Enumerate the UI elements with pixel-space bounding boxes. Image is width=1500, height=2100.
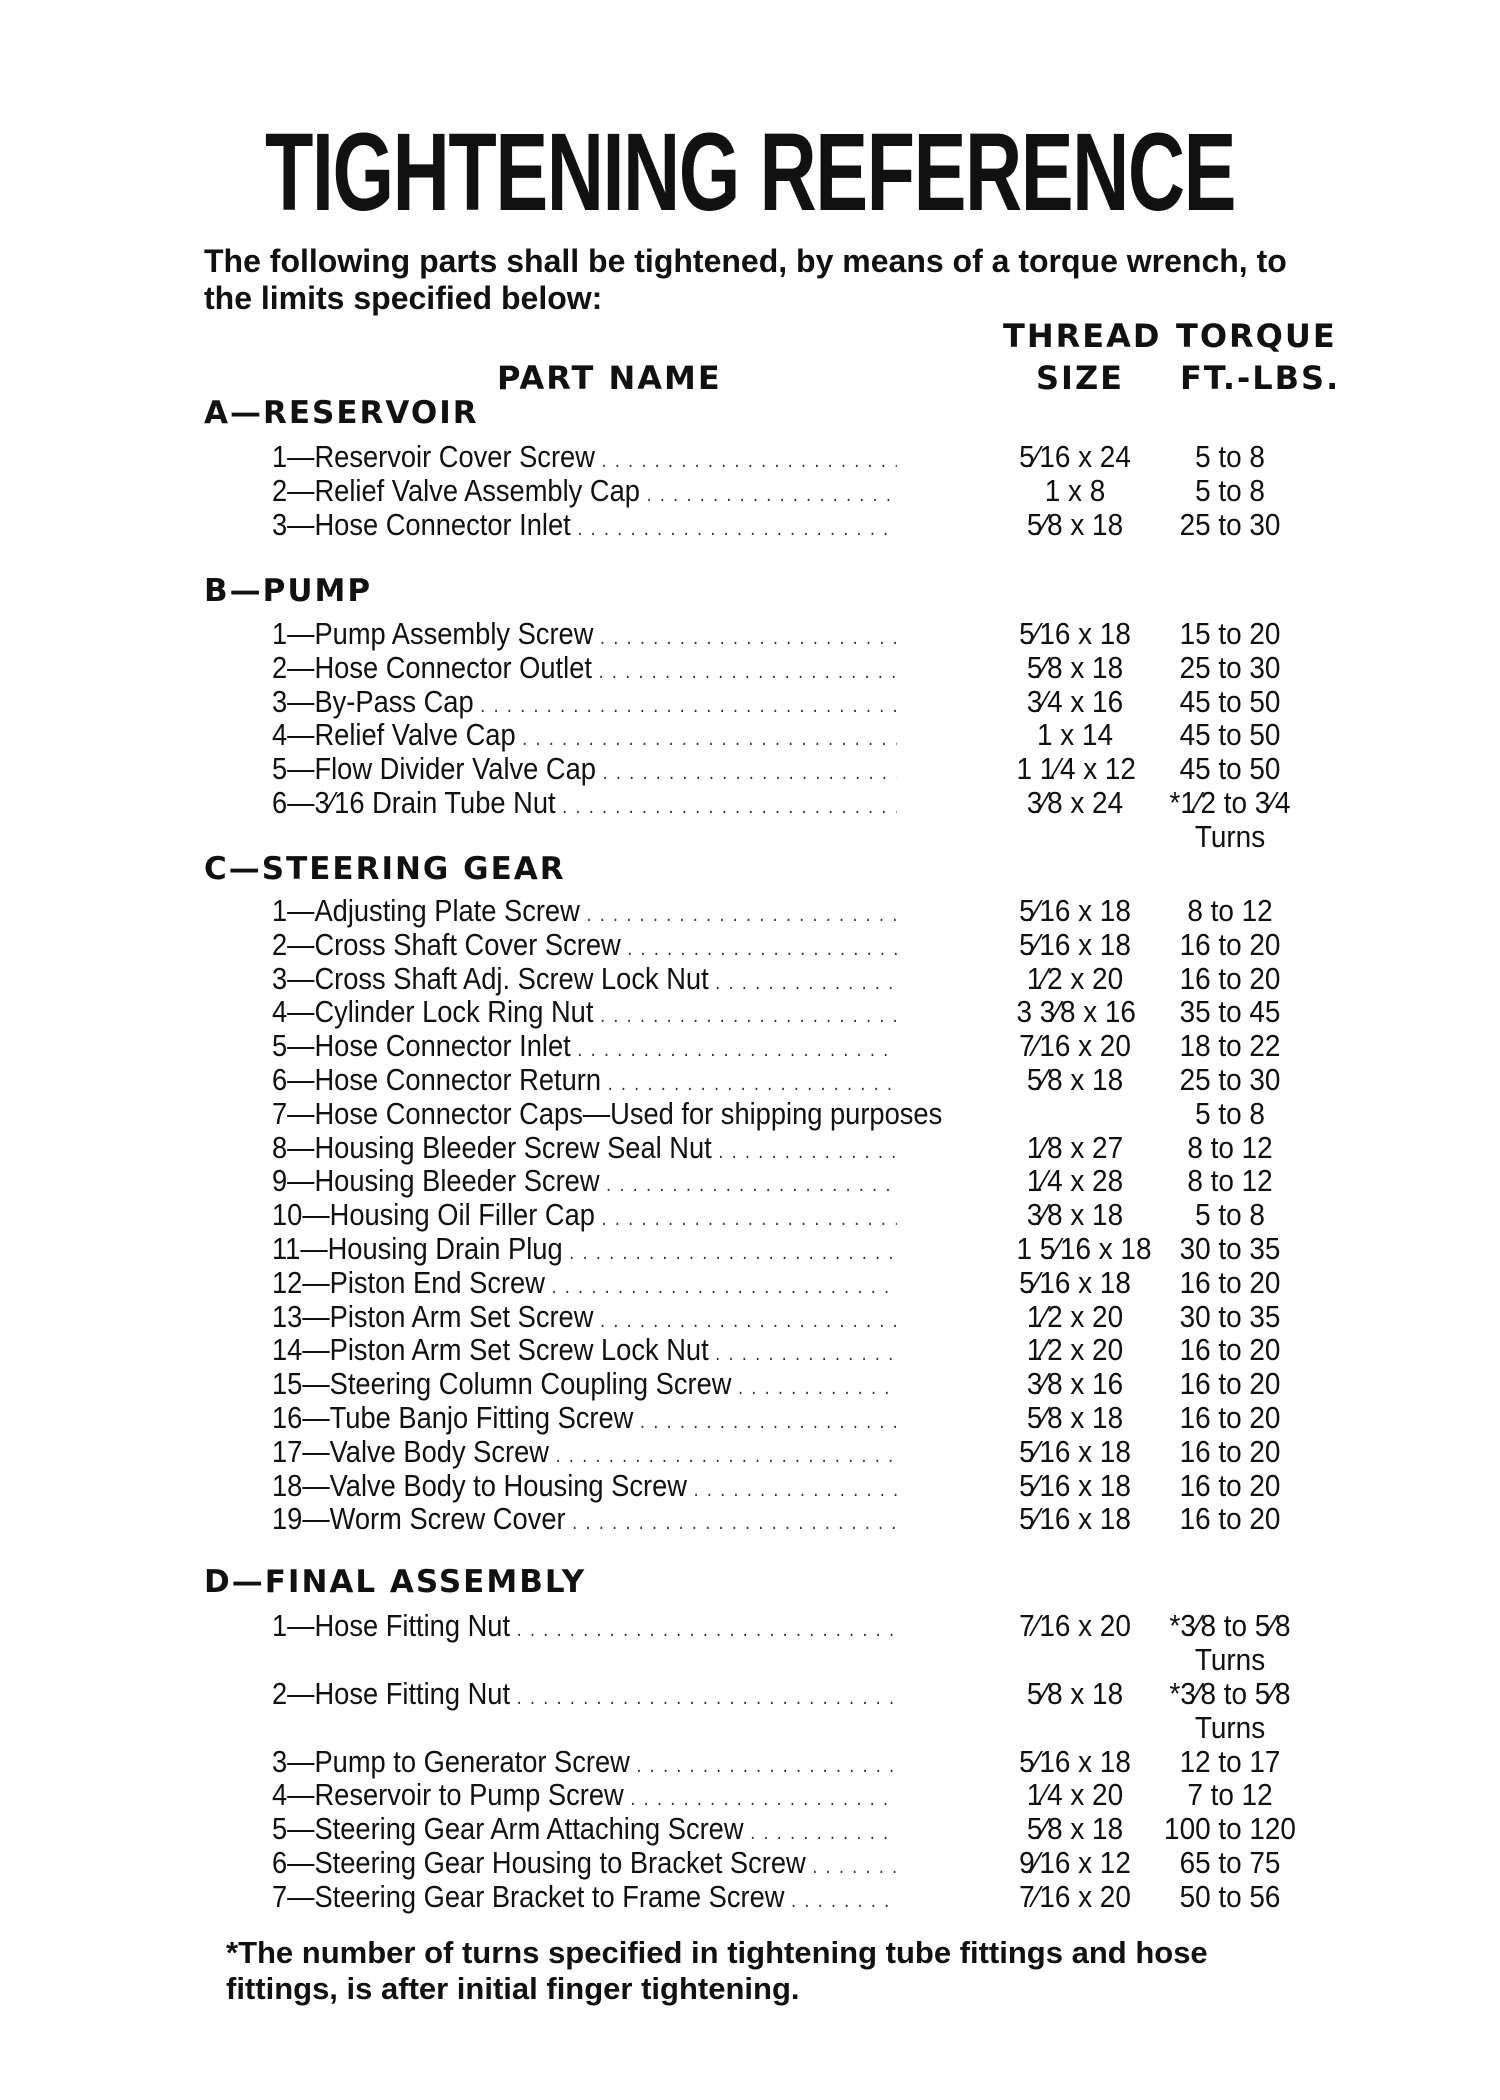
footnote: *The number of turns specified in tightening tube fittings and hose fittings, is after initial finger tightening. <box>226 1935 1208 2006</box>
part-name: 1—Adjusting Plate Screw . . . <box>272 894 897 932</box>
part-name: 17—Valve Body Screw . . . <box>272 1435 897 1473</box>
table-row <box>0 508 1500 542</box>
thread-size: 5⁄16 x 18 <box>1019 893 1131 928</box>
torque-unit-turns: Turns <box>1194 1709 1266 1745</box>
part-name: 2—Hose Fitting Nut . . . <box>272 1677 897 1715</box>
torque-value: 8 to 12 <box>1187 1163 1273 1199</box>
thread-header-line2: SIZE <box>1036 359 1125 397</box>
thread-size: 1⁄2 x 20 <box>1026 1332 1124 1368</box>
table-row <box>0 1131 1500 1165</box>
part-name: 3—By-Pass Cap . . . <box>272 685 897 723</box>
torque-value: 25 to 30 <box>1179 506 1281 542</box>
table-row <box>0 651 1500 685</box>
table-row <box>0 962 1500 996</box>
torque-value: 8 to 12 <box>1187 893 1273 928</box>
torque-value: *3⁄8 to 5⁄8 <box>1169 1608 1291 1643</box>
torque-value: 16 to 20 <box>1179 1467 1281 1503</box>
section-c-title: C—STEERING GEAR <box>204 851 566 887</box>
thread-size: 5⁄8 x 18 <box>1026 649 1124 685</box>
table-row <box>0 1164 1500 1198</box>
thread-size: 5⁄16 x 18 <box>1019 1264 1131 1300</box>
thread-size: 1 x 8 <box>1044 472 1106 508</box>
table-row <box>0 894 1500 928</box>
torque-value: 7 to 12 <box>1187 1777 1273 1813</box>
part-name: 3—Pump to Generator Screw . . . <box>272 1745 897 1783</box>
part-name: 4—Relief Valve Cap . . . <box>272 718 897 756</box>
thread-size: 3⁄4 x 16 <box>1026 683 1124 719</box>
thread-size: 1⁄8 x 27 <box>1026 1129 1124 1165</box>
thread-size: 7⁄16 x 20 <box>1019 1608 1131 1643</box>
intro-text: The following parts shall be tightened, by means of a torque wrench, to the limits specified below: <box>204 243 1287 316</box>
table-row <box>0 1232 1500 1266</box>
part-name: 15—Steering Column Coupling Screw . . . <box>272 1367 897 1405</box>
part-name: 4—Cylinder Lock Ring Nut . . . <box>272 995 897 1033</box>
torque-value: 16 to 20 <box>1179 1264 1281 1300</box>
torque-value: 5 to 8 <box>1195 439 1265 474</box>
thread-size: 1 x 14 <box>1036 717 1113 753</box>
torque-value: 16 to 20 <box>1179 1400 1281 1435</box>
table-row <box>0 1063 1500 1097</box>
torque-value: 45 to 50 <box>1179 717 1281 753</box>
part-name: 1—Reservoir Cover Screw . . . <box>272 440 897 478</box>
table-row <box>0 1846 1500 1880</box>
thread-size: 1⁄4 x 28 <box>1026 1163 1124 1199</box>
thread-size: 5⁄8 x 18 <box>1026 1675 1124 1711</box>
table-row <box>0 1778 1500 1812</box>
torque-value: 65 to 75 <box>1179 1845 1281 1880</box>
thread-header-line1: THREAD <box>1003 317 1162 355</box>
thread-size: 5⁄16 x 24 <box>1019 439 1131 474</box>
torque-value: 16 to 20 <box>1179 1501 1281 1537</box>
thread-size: 3⁄8 x 16 <box>1026 1366 1124 1402</box>
table-row <box>0 752 1500 786</box>
part-name: 19—Worm Screw Cover . . . <box>272 1502 897 1540</box>
torque-value: 5 to 8 <box>1195 472 1265 508</box>
thread-size: 5⁄8 x 18 <box>1026 1062 1124 1097</box>
part-name: 16—Tube Banjo Fitting Screw . . . <box>272 1401 897 1439</box>
part-name: 7—Steering Gear Bracket to Frame Screw . . . <box>272 1880 897 1918</box>
part-name-header: PART NAME <box>497 359 722 397</box>
thread-size: 5⁄8 x 18 <box>1026 1811 1124 1847</box>
section-d-title: D—FINAL ASSEMBLY <box>204 1564 587 1600</box>
part-name: 7—Hose Connector Caps—Used for shipping purposes <box>272 1095 943 1131</box>
torque-value: 18 to 22 <box>1179 1028 1281 1064</box>
thread-size: 3⁄8 x 18 <box>1026 1197 1124 1233</box>
table-row <box>0 1300 1500 1334</box>
part-name: 1—Pump Assembly Screw . . . <box>272 617 897 655</box>
table-row <box>0 995 1500 1029</box>
table-row <box>0 1812 1500 1846</box>
part-name: 6—Steering Gear Housing to Bracket Screw . . . <box>272 1846 897 1884</box>
part-name: 3—Hose Connector Inlet . . . <box>272 508 897 546</box>
thread-size: 5⁄16 x 18 <box>1019 616 1131 651</box>
torque-value: 5 to 8 <box>1195 1197 1265 1233</box>
torque-value: 30 to 35 <box>1179 1298 1281 1334</box>
part-name: 5—Hose Connector Inlet . . . <box>272 1029 897 1067</box>
torque-value: 50 to 56 <box>1179 1878 1281 1914</box>
table-row <box>0 1266 1500 1300</box>
table-row <box>0 1469 1500 1503</box>
table-row <box>0 928 1500 962</box>
table-row <box>0 1097 1500 1131</box>
table-row <box>0 1198 1500 1232</box>
thread-size: 9⁄16 x 12 <box>1019 1845 1131 1880</box>
table-row <box>0 1608 1500 1677</box>
torque-value: 16 to 20 <box>1179 1433 1281 1469</box>
table-row <box>0 1435 1500 1469</box>
torque-value: 5 to 8 <box>1195 1095 1265 1131</box>
torque-value: 16 to 20 <box>1179 1332 1281 1368</box>
thread-size: 5⁄16 x 18 <box>1019 1467 1131 1503</box>
torque-value: 16 to 20 <box>1179 1366 1281 1402</box>
thread-size: 7⁄16 x 20 <box>1019 1878 1131 1914</box>
part-name: 12—Piston End Screw . . . <box>272 1266 897 1304</box>
table-row <box>0 1502 1500 1536</box>
part-name: 3—Cross Shaft Adj. Screw Lock Nut . . . <box>272 962 897 1000</box>
torque-value: 15 to 20 <box>1179 616 1281 651</box>
table-row <box>0 718 1500 752</box>
torque-value: 16 to 20 <box>1179 926 1281 962</box>
table-row <box>0 785 1500 854</box>
part-name: 4—Reservoir to Pump Screw . . . <box>272 1778 897 1816</box>
part-name: 11—Housing Drain Plug . . . <box>272 1232 897 1270</box>
torque-value: 100 to 120 <box>1164 1811 1296 1847</box>
table-row <box>0 1675 1500 1745</box>
part-name: 14—Piston Arm Set Screw Lock Nut . . . <box>272 1333 897 1371</box>
part-name: 6—Hose Connector Return . . . <box>272 1063 897 1101</box>
thread-size: 3⁄8 x 24 <box>1026 785 1124 820</box>
section-a-title: A—RESERVOIR <box>204 395 479 431</box>
thread-size: 5⁄16 x 18 <box>1019 1433 1131 1469</box>
torque-value: *1⁄2 to 3⁄4 <box>1169 785 1291 820</box>
torque-value: 16 to 20 <box>1179 960 1281 996</box>
torque-value: 45 to 50 <box>1179 683 1281 719</box>
thread-size: 1 1⁄4 x 12 <box>1016 751 1136 787</box>
thread-size: 1⁄2 x 20 <box>1026 1298 1124 1334</box>
part-name: 2—Cross Shaft Cover Screw . . . <box>272 928 897 966</box>
torque-value: 8 to 12 <box>1187 1129 1273 1165</box>
torque-unit-turns: Turns <box>1194 819 1266 854</box>
torque-value: 35 to 45 <box>1179 994 1281 1030</box>
section-b-title: B—PUMP <box>204 573 373 609</box>
part-name: 18—Valve Body to Housing Screw . . . <box>272 1469 897 1507</box>
table-row <box>0 1880 1500 1914</box>
thread-size: 7⁄16 x 20 <box>1019 1028 1131 1064</box>
table-row <box>0 685 1500 719</box>
part-name: 2—Hose Connector Outlet . . . <box>272 651 897 689</box>
thread-size: 5⁄8 x 18 <box>1026 1400 1124 1435</box>
page-title: TIGHTENING REFERENCE <box>264 111 1236 234</box>
thread-size: 5⁄16 x 18 <box>1019 926 1131 962</box>
thread-size: 5⁄16 x 18 <box>1019 1501 1131 1537</box>
thread-size: 1⁄2 x 20 <box>1026 960 1124 996</box>
torque-value: 12 to 17 <box>1179 1743 1281 1779</box>
table-row <box>0 1333 1500 1367</box>
table-row <box>0 1401 1500 1435</box>
torque-value: 25 to 30 <box>1179 1062 1281 1097</box>
table-row <box>0 617 1500 651</box>
thread-size: 3 3⁄8 x 16 <box>1016 994 1136 1030</box>
part-name: 6—3⁄16 Drain Tube Nut . . . <box>272 786 897 824</box>
part-name: 5—Steering Gear Arm Attaching Screw . . . <box>272 1812 897 1850</box>
thread-size: 5⁄8 x 18 <box>1026 506 1124 542</box>
part-name: 9—Housing Bleeder Screw . . . <box>272 1164 897 1202</box>
torque-value: 45 to 50 <box>1179 751 1281 787</box>
torque-value: *3⁄8 to 5⁄8 <box>1169 1675 1291 1711</box>
torque-unit-turns: Turns <box>1194 1642 1266 1677</box>
part-name: 13—Piston Arm Set Screw . . . <box>272 1300 897 1338</box>
thread-size: 1⁄4 x 20 <box>1026 1777 1124 1813</box>
torque-value: 25 to 30 <box>1179 649 1281 685</box>
table-row <box>0 474 1500 508</box>
torque-value: 30 to 35 <box>1179 1231 1281 1266</box>
part-name: 10—Housing Oil Filler Cap . . . <box>272 1198 897 1236</box>
thread-size: 5⁄16 x 18 <box>1019 1743 1131 1779</box>
table-row <box>0 1745 1500 1779</box>
torque-header-line1: TORQUE <box>1176 317 1337 355</box>
torque-header-line2: FT.-LBS. <box>1180 359 1341 397</box>
table-row <box>0 1367 1500 1401</box>
table-row <box>0 440 1500 474</box>
part-name: 8—Housing Bleeder Screw Seal Nut . . . <box>272 1131 897 1169</box>
thread-size: 1 5⁄16 x 18 <box>1016 1231 1152 1266</box>
table-row <box>0 1029 1500 1063</box>
part-name: 5—Flow Divider Valve Cap . . . <box>272 752 897 790</box>
part-name: 2—Relief Valve Assembly Cap . . . <box>272 474 897 512</box>
part-name: 1—Hose Fitting Nut . . . <box>272 1609 897 1647</box>
